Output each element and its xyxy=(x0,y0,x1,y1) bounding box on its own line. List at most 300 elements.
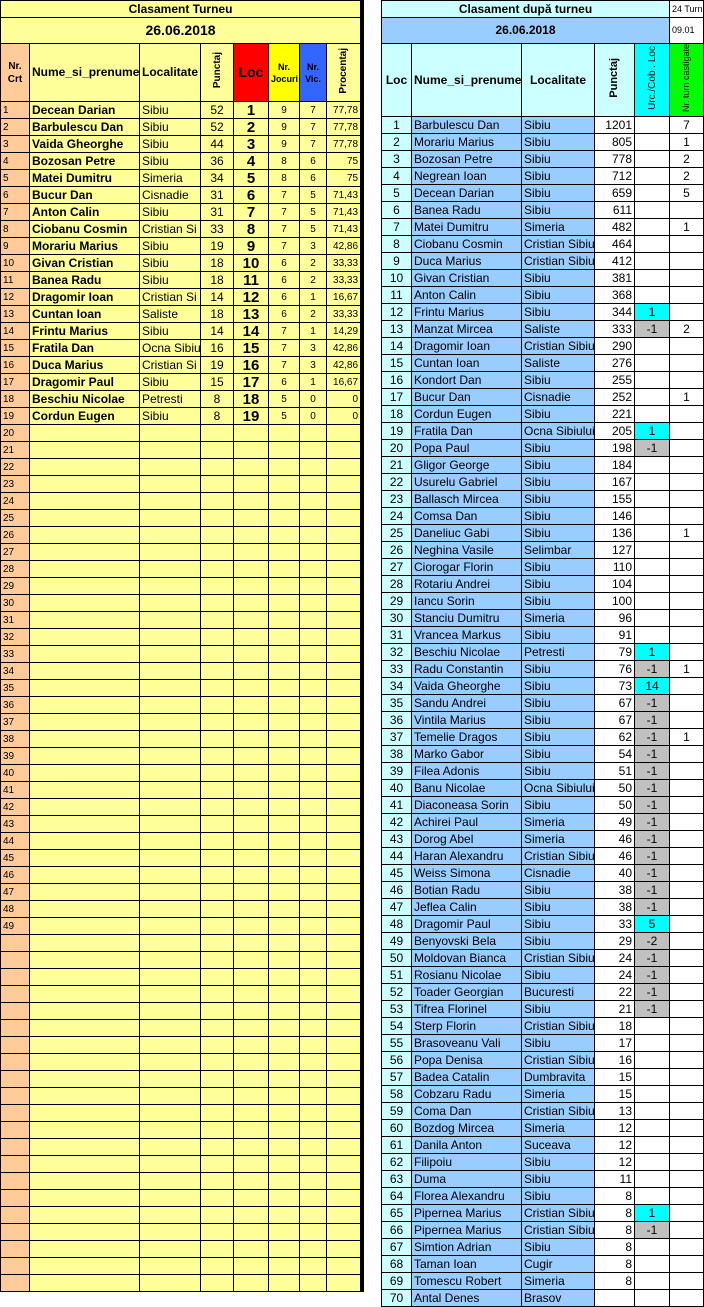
overall-name: Cuntan Ioan xyxy=(412,355,522,372)
player-place xyxy=(234,969,269,986)
player-percent xyxy=(327,918,362,935)
player-points xyxy=(201,765,234,782)
player-name xyxy=(30,425,140,442)
row-number xyxy=(1,1224,30,1241)
overall-points: 11 xyxy=(595,1171,635,1188)
player-locality xyxy=(140,663,201,680)
player-percent xyxy=(327,714,362,731)
overall-points: 482 xyxy=(595,219,635,236)
player-wins: 5 xyxy=(300,204,327,221)
player-wins xyxy=(300,646,327,663)
table-row xyxy=(382,457,704,474)
player-name xyxy=(30,935,140,952)
row-number xyxy=(1,1003,30,1020)
player-name xyxy=(30,1241,140,1258)
table-row xyxy=(382,117,704,134)
overall-place: 7 xyxy=(382,219,412,236)
player-wins: 3 xyxy=(300,340,327,357)
overall-locality: Sibiu xyxy=(522,168,595,185)
player-wins xyxy=(300,986,327,1003)
player-percent: 42,86 xyxy=(327,340,362,357)
player-name xyxy=(30,510,140,527)
player-locality xyxy=(140,442,201,459)
player-points xyxy=(201,1037,234,1054)
player-place: 17 xyxy=(234,374,269,391)
overall-locality: Dumbravita xyxy=(522,1069,595,1086)
player-locality xyxy=(140,476,201,493)
table-row xyxy=(382,1001,704,1018)
player-name xyxy=(30,1139,140,1156)
row-number: 14 xyxy=(1,323,30,340)
table-row xyxy=(382,1171,704,1188)
player-wins xyxy=(300,1156,327,1173)
player-games: 7 xyxy=(269,238,300,255)
player-name xyxy=(30,1020,140,1037)
tournaments-won xyxy=(670,542,704,559)
table-row xyxy=(382,185,704,202)
table-row xyxy=(382,763,704,780)
player-games xyxy=(269,816,300,833)
overall-locality: Sibiu xyxy=(522,882,595,899)
table-row xyxy=(1,1139,362,1156)
table-row xyxy=(1,816,362,833)
overall-name: Ciorogar Florin xyxy=(412,559,522,576)
overall-points: 50 xyxy=(595,797,635,814)
overall-points: 12 xyxy=(595,1154,635,1171)
overall-name: Comsa Dan xyxy=(412,508,522,525)
overall-locality: Cisnadie xyxy=(522,389,595,406)
overall-locality: Saliste xyxy=(522,321,595,338)
table-row xyxy=(382,134,704,151)
overall-name: Stanciu Dumitru xyxy=(412,610,522,627)
player-name xyxy=(30,782,140,799)
overall-place: 69 xyxy=(382,1273,412,1290)
row-number: 4 xyxy=(1,153,30,170)
player-locality xyxy=(140,935,201,952)
overall-name: Filea Adonis xyxy=(412,763,522,780)
overall-locality: Cristian Sibiu xyxy=(522,1205,595,1222)
tournaments-won xyxy=(670,440,704,457)
table-row xyxy=(1,833,362,850)
overall-name: Manzat Mircea xyxy=(412,321,522,338)
table-row xyxy=(1,765,362,782)
table-gap xyxy=(361,0,381,1292)
player-wins: 0 xyxy=(300,408,327,425)
player-wins xyxy=(300,1241,327,1258)
rank-change xyxy=(635,270,670,287)
overall-place: 15 xyxy=(382,355,412,372)
row-number: 33 xyxy=(1,646,30,663)
overall-points: 167 xyxy=(595,474,635,491)
player-locality: Sibiu xyxy=(140,323,201,340)
player-percent xyxy=(327,901,362,918)
table-row xyxy=(1,1003,362,1020)
player-percent: 33,33 xyxy=(327,255,362,272)
player-percent: 71,43 xyxy=(327,187,362,204)
player-place xyxy=(234,578,269,595)
player-points xyxy=(201,1190,234,1207)
rank-change: 5 xyxy=(635,916,670,933)
player-wins xyxy=(300,527,327,544)
player-games xyxy=(269,510,300,527)
overall-place: 14 xyxy=(382,338,412,355)
player-wins xyxy=(300,629,327,646)
overall-points: 8 xyxy=(595,1239,635,1256)
rank-change xyxy=(635,457,670,474)
overall-locality: Cisnadie xyxy=(522,865,595,882)
overall-points: 8 xyxy=(595,1222,635,1239)
row-number xyxy=(1,1037,30,1054)
tournaments-won: 7 xyxy=(670,117,704,134)
tournaments-won xyxy=(670,814,704,831)
overall-locality: Sibiu xyxy=(522,593,595,610)
row-number xyxy=(1,1054,30,1071)
player-locality xyxy=(140,425,201,442)
table-row xyxy=(1,340,362,357)
overall-locality: Sibiu xyxy=(522,372,595,389)
table-row xyxy=(382,1222,704,1239)
tournaments-won xyxy=(670,865,704,882)
player-place xyxy=(234,459,269,476)
table-row xyxy=(382,270,704,287)
tournaments-won xyxy=(670,950,704,967)
tournaments-won xyxy=(670,1154,704,1171)
overall-locality: Sibiu xyxy=(522,117,595,134)
tournaments-won: 2 xyxy=(670,168,704,185)
player-locality xyxy=(140,1003,201,1020)
tournaments-won: 1 xyxy=(670,389,704,406)
player-percent xyxy=(327,799,362,816)
player-games: 6 xyxy=(269,374,300,391)
rank-change: -1 xyxy=(635,950,670,967)
player-percent xyxy=(327,629,362,646)
player-wins: 1 xyxy=(300,374,327,391)
player-wins: 5 xyxy=(300,221,327,238)
table-row xyxy=(1,187,362,204)
overall-points: 252 xyxy=(595,389,635,406)
overall-place: 18 xyxy=(382,406,412,423)
overall-points: 91 xyxy=(595,627,635,644)
player-points xyxy=(201,986,234,1003)
overall-points: 805 xyxy=(595,134,635,151)
overall-place: 70 xyxy=(382,1290,412,1307)
player-locality xyxy=(140,867,201,884)
rank-change: -1 xyxy=(635,831,670,848)
player-games xyxy=(269,612,300,629)
player-wins xyxy=(300,1054,327,1071)
table-row xyxy=(1,748,362,765)
table-row xyxy=(382,525,704,542)
player-name: Frintu Marius xyxy=(30,323,140,340)
rank-change xyxy=(635,1239,670,1256)
overall-name: Weiss Simona xyxy=(412,865,522,882)
table-row xyxy=(382,474,704,491)
player-points xyxy=(201,1122,234,1139)
overall-name: Iancu Sorin xyxy=(412,593,522,610)
player-locality: Sibiu xyxy=(140,374,201,391)
player-points xyxy=(201,901,234,918)
row-number xyxy=(1,1020,30,1037)
player-wins xyxy=(300,1207,327,1224)
overall-place: 22 xyxy=(382,474,412,491)
player-locality xyxy=(140,952,201,969)
tournaments-won xyxy=(670,1120,704,1137)
overall-points: 8 xyxy=(595,1273,635,1290)
table-row xyxy=(382,1188,704,1205)
player-games xyxy=(269,1258,300,1275)
player-place: 18 xyxy=(234,391,269,408)
player-percent: 77,78 xyxy=(327,102,362,119)
overall-name: Rotariu Andrei xyxy=(412,576,522,593)
overall-place: 45 xyxy=(382,865,412,882)
table-row xyxy=(382,593,704,610)
player-games xyxy=(269,442,300,459)
table-row xyxy=(382,287,704,304)
player-games xyxy=(269,561,300,578)
rank-change xyxy=(635,593,670,610)
rank-change xyxy=(635,1154,670,1171)
table-row xyxy=(1,238,362,255)
player-points: 34 xyxy=(201,170,234,187)
player-percent xyxy=(327,765,362,782)
row-number: 40 xyxy=(1,765,30,782)
player-points xyxy=(201,816,234,833)
overall-points: 38 xyxy=(595,899,635,916)
player-points xyxy=(201,1088,234,1105)
player-points xyxy=(201,799,234,816)
player-percent xyxy=(327,1037,362,1054)
col-place: Loc xyxy=(234,44,269,102)
player-percent: 0 xyxy=(327,408,362,425)
player-percent: 77,78 xyxy=(327,136,362,153)
player-name xyxy=(30,476,140,493)
col-points-right: Punctaj xyxy=(595,44,635,117)
player-percent xyxy=(327,833,362,850)
player-place xyxy=(234,646,269,663)
overall-place: 41 xyxy=(382,797,412,814)
player-locality xyxy=(140,493,201,510)
overall-locality: Simeria xyxy=(522,831,595,848)
player-games xyxy=(269,782,300,799)
table-row xyxy=(1,884,362,901)
rank-change: -1 xyxy=(635,780,670,797)
player-locality xyxy=(140,1173,201,1190)
player-locality: Sibiu xyxy=(140,238,201,255)
player-place: 9 xyxy=(234,238,269,255)
player-games xyxy=(269,1020,300,1037)
player-wins xyxy=(300,442,327,459)
rank-change: 1 xyxy=(635,423,670,440)
row-number xyxy=(1,952,30,969)
player-points xyxy=(201,833,234,850)
player-wins xyxy=(300,459,327,476)
overall-points: 464 xyxy=(595,236,635,253)
overall-points: 15 xyxy=(595,1069,635,1086)
player-locality xyxy=(140,1156,201,1173)
overall-points: 13 xyxy=(595,1103,635,1120)
player-place xyxy=(234,663,269,680)
table-row xyxy=(382,236,704,253)
overall-place: 16 xyxy=(382,372,412,389)
row-number: 19 xyxy=(1,408,30,425)
overall-place: 6 xyxy=(382,202,412,219)
table-row xyxy=(1,1156,362,1173)
tournaments-won xyxy=(670,423,704,440)
rank-change xyxy=(635,1103,670,1120)
player-games xyxy=(269,425,300,442)
overall-points: 1201 xyxy=(595,117,635,134)
table-row xyxy=(382,1069,704,1086)
overall-place: 10 xyxy=(382,270,412,287)
player-games xyxy=(269,901,300,918)
player-place xyxy=(234,1156,269,1173)
tournaments-won xyxy=(670,916,704,933)
player-locality: Ocna Sibiu xyxy=(140,340,201,357)
player-games: 9 xyxy=(269,136,300,153)
player-place xyxy=(234,901,269,918)
table-row xyxy=(1,272,362,289)
overall-place: 40 xyxy=(382,780,412,797)
rank-change xyxy=(635,1256,670,1273)
table-row xyxy=(382,882,704,899)
rank-change: -1 xyxy=(635,1222,670,1239)
overall-name: Marko Gabor xyxy=(412,746,522,763)
overall-name: Daneliuc Gabi xyxy=(412,525,522,542)
overall-locality: Cristian Sibiu xyxy=(522,253,595,270)
overall-points: 29 xyxy=(595,933,635,950)
row-number xyxy=(1,1258,30,1275)
player-name xyxy=(30,952,140,969)
tournaments-won xyxy=(670,338,704,355)
player-points xyxy=(201,1241,234,1258)
player-place xyxy=(234,952,269,969)
overall-name: Filipoiu xyxy=(412,1154,522,1171)
player-wins xyxy=(300,782,327,799)
row-number: 46 xyxy=(1,867,30,884)
player-points: 16 xyxy=(201,340,234,357)
tournaments-won xyxy=(670,695,704,712)
player-points xyxy=(201,425,234,442)
player-games xyxy=(269,952,300,969)
player-points xyxy=(201,1207,234,1224)
tournaments-won xyxy=(670,1171,704,1188)
overall-name: Taman Ioan xyxy=(412,1256,522,1273)
table-row xyxy=(382,151,704,168)
rank-change: 1 xyxy=(635,304,670,321)
row-number xyxy=(1,1173,30,1190)
player-percent xyxy=(327,1258,362,1275)
player-percent xyxy=(327,544,362,561)
player-percent: 42,86 xyxy=(327,357,362,374)
player-games xyxy=(269,1139,300,1156)
rank-change xyxy=(635,559,670,576)
player-points: 36 xyxy=(201,153,234,170)
overall-locality: Bucuresti xyxy=(522,984,595,1001)
player-name xyxy=(30,697,140,714)
player-percent xyxy=(327,1122,362,1139)
overall-points: 146 xyxy=(595,508,635,525)
tournaments-date-label: 09.01 xyxy=(670,18,704,44)
rank-change xyxy=(635,525,670,542)
overall-place: 27 xyxy=(382,559,412,576)
rank-change xyxy=(635,389,670,406)
tournaments-won xyxy=(670,797,704,814)
overall-points: 46 xyxy=(595,848,635,865)
player-locality xyxy=(140,884,201,901)
player-name: Matei Dumitru xyxy=(30,170,140,187)
overall-points: 412 xyxy=(595,253,635,270)
player-games xyxy=(269,833,300,850)
player-place xyxy=(234,918,269,935)
player-games xyxy=(269,1054,300,1071)
player-locality xyxy=(140,1258,201,1275)
player-locality xyxy=(140,918,201,935)
overall-place: 57 xyxy=(382,1069,412,1086)
overall-points: 276 xyxy=(595,355,635,372)
player-locality xyxy=(140,510,201,527)
table-row xyxy=(1,782,362,799)
row-number: 25 xyxy=(1,510,30,527)
table-row xyxy=(1,1207,362,1224)
overall-locality: Simeria xyxy=(522,1086,595,1103)
overall-locality: Sibiu xyxy=(522,695,595,712)
player-name xyxy=(30,816,140,833)
overall-place: 4 xyxy=(382,168,412,185)
overall-place: 33 xyxy=(382,661,412,678)
col-name-right: Nume_si_prenume xyxy=(412,44,522,117)
player-points xyxy=(201,1224,234,1241)
player-wins xyxy=(300,680,327,697)
table-row xyxy=(382,831,704,848)
row-number: 41 xyxy=(1,782,30,799)
player-points xyxy=(201,867,234,884)
player-points xyxy=(201,510,234,527)
player-points xyxy=(201,1003,234,1020)
overall-name: Anton Calin xyxy=(412,287,522,304)
row-number: 38 xyxy=(1,731,30,748)
player-percent xyxy=(327,1275,362,1292)
player-name xyxy=(30,1105,140,1122)
player-games xyxy=(269,1207,300,1224)
table-row xyxy=(1,1105,362,1122)
table-row xyxy=(382,406,704,423)
overall-locality: Suceava xyxy=(522,1137,595,1154)
player-place xyxy=(234,1037,269,1054)
rank-change xyxy=(635,117,670,134)
row-number: 20 xyxy=(1,425,30,442)
col-percent: Procentaj xyxy=(327,44,362,102)
table-row xyxy=(382,168,704,185)
player-wins xyxy=(300,612,327,629)
overall-place: 31 xyxy=(382,627,412,644)
player-wins xyxy=(300,1275,327,1292)
overall-points: 778 xyxy=(595,151,635,168)
table-row xyxy=(382,1052,704,1069)
overall-name: Haran Alexandru xyxy=(412,848,522,865)
overall-place: 30 xyxy=(382,610,412,627)
tournaments-won xyxy=(670,967,704,984)
player-place: 15 xyxy=(234,340,269,357)
table-row xyxy=(1,357,362,374)
overall-place: 47 xyxy=(382,899,412,916)
player-points xyxy=(201,578,234,595)
row-number: 49 xyxy=(1,918,30,935)
player-points: 19 xyxy=(201,238,234,255)
overall-points: 344 xyxy=(595,304,635,321)
tournaments-won xyxy=(670,1035,704,1052)
player-points xyxy=(201,1139,234,1156)
player-locality xyxy=(140,765,201,782)
